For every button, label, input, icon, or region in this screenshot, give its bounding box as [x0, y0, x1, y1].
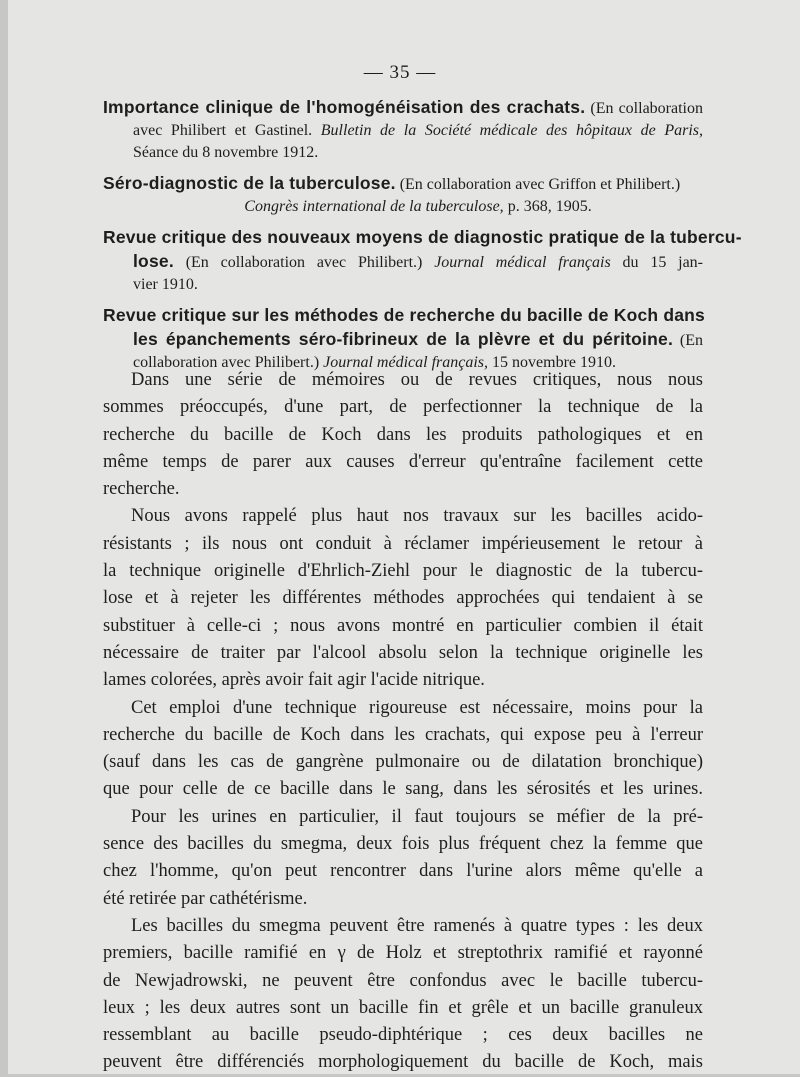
text-line: Pour les urines en particulier, il faut toujours se méfier de la pré- [131, 806, 703, 827]
entry-text: p. 368, 1905. [503, 198, 592, 215]
bibliography-entry [103, 96, 703, 164]
text-line: lose et à rejeter les différentes méthodes approchées qui tendaient à se [103, 588, 703, 609]
text-line: substituer à celle-ci ; nous avons montré en particulier combien il était [103, 615, 703, 636]
text-line: la technique originelle d'Ehrlich-Ziehl pour le diagnostic de la tubercu- [103, 561, 703, 582]
entry-line [103, 120, 703, 142]
entry-title: Importance clinique de l'homogénéisation des crachats. [103, 97, 586, 117]
entry-title: Séro-diagnostic de la tuberculose. [103, 173, 396, 193]
page-number: — 35 — [363, 62, 437, 83]
entry-journal: Bulletin de la Société médicale des hôpitaux de Paris, [320, 122, 704, 139]
bibliography-entry [103, 172, 703, 218]
text-line: chez l'homme, qu'on peut rencontrer dans l'urine alors même qu'elle a [103, 861, 703, 882]
text-line: ressemblant au bacille pseudo-diphtérique ; ces deux bacilles ne [103, 1025, 703, 1046]
text-line: lames colorées, après avoir fait agir l'acide nitrique. [103, 670, 485, 691]
text-line: résistants ; ils nous ont conduit à réclamer impérieusement le retour à [103, 533, 703, 554]
entry-title: les épanchements séro-fibrineux de la plèvre et du péritoine. [133, 329, 674, 349]
text-line: recherche du bacille de Koch dans les produits pathologiques et en [103, 424, 703, 445]
entry-title: lose. [133, 251, 174, 271]
text-line: Nous avons rappelé plus haut nos travaux sur les bacilles acido- [131, 506, 703, 527]
entry-text: (En [673, 332, 704, 349]
text-line: nécessaire de traiter par l'alcool absolu selon la technique originelle les [103, 642, 703, 663]
text-line: Cet emploi d'une technique rigoureuse est nécessaire, moins pour la [131, 697, 703, 718]
entry-journal: Journal médical français [434, 254, 611, 271]
entry-title: Revue critique sur les méthodes de recherche du bacille de Koch dans [103, 305, 705, 325]
entry-text: avec Philibert et Gastinel. [133, 122, 321, 139]
text-line: été retirée par cathétérisme. [103, 888, 308, 909]
text-line: recherche. [103, 479, 180, 500]
entry-text: (En collaboration [585, 100, 703, 117]
entry-line [103, 274, 703, 296]
entry-line [103, 196, 703, 218]
entry-text: Séance du 8 novembre 1912. [133, 144, 319, 161]
entry-line [103, 304, 703, 328]
entry-journal: Congrès international de la tuberculose, [244, 198, 504, 215]
text-line: que pour celle de ce bacille dans le sang, dans les sérosités et les urines. [103, 779, 703, 800]
text-line: Dans une série de mémoires ou de revues critiques, nous nous [131, 370, 703, 390]
entry-line [103, 328, 703, 352]
entry-line [103, 96, 703, 120]
text-line: de Newjadrowski, ne peuvent être confondus avec le bacille tubercu- [103, 970, 703, 991]
text-line: sommes préoccupés, d'une part, de perfectionner la technique de la [103, 397, 703, 418]
entry-text: 15 novembre 1910. [488, 354, 617, 371]
entry-title: Revue critique des nouveaux moyens de diagnostic pratique de la tubercu- [103, 227, 742, 247]
entry-text: (En collaboration avec Philibert.) [173, 254, 435, 271]
entry-journal: Journal médical français, [323, 354, 489, 371]
body-text [103, 367, 703, 1077]
entry-line [103, 172, 703, 196]
bibliography-list [103, 96, 742, 382]
entry-text: vier 1910. [133, 276, 198, 293]
text-line: même temps de parer aux causes d'erreur qu'entraîne facilement cette [103, 451, 703, 472]
text-line: Les bacilles du smegma peuvent être ramenés à quatre types : les deux [131, 915, 703, 936]
text-line: premiers, bacille ramifié en γ de Holz et streptothrix ramifié et rayonné [103, 943, 703, 964]
entry-text: collaboration avec Philibert.) [133, 354, 324, 371]
bibliography-entry [103, 226, 742, 296]
text-line: peuvent être différenciés morphologiquement du bacille de Koch, mais [103, 1052, 703, 1073]
bibliography-entry [103, 304, 703, 374]
entry-line [103, 226, 742, 250]
text-line: leux ; les deux autres sont un bacille fin et grêle et un bacille granuleux [103, 997, 703, 1018]
entry-text: (En collaboration avec Griffon et Philibert.) [395, 176, 681, 193]
entry-line [103, 250, 703, 274]
text-line: (sauf dans les cas de gangrène pulmonaire ou de dilatation bronchique) [103, 752, 703, 773]
entry-text: du 15 jan- [610, 254, 704, 271]
text-line: sence des bacilles du smegma, deux fois plus fréquent chez la femme que [103, 834, 703, 855]
entry-line [103, 142, 703, 164]
text-line: recherche du bacille de Koch dans les crachats, qui expose peu à l'erreur [103, 724, 703, 745]
